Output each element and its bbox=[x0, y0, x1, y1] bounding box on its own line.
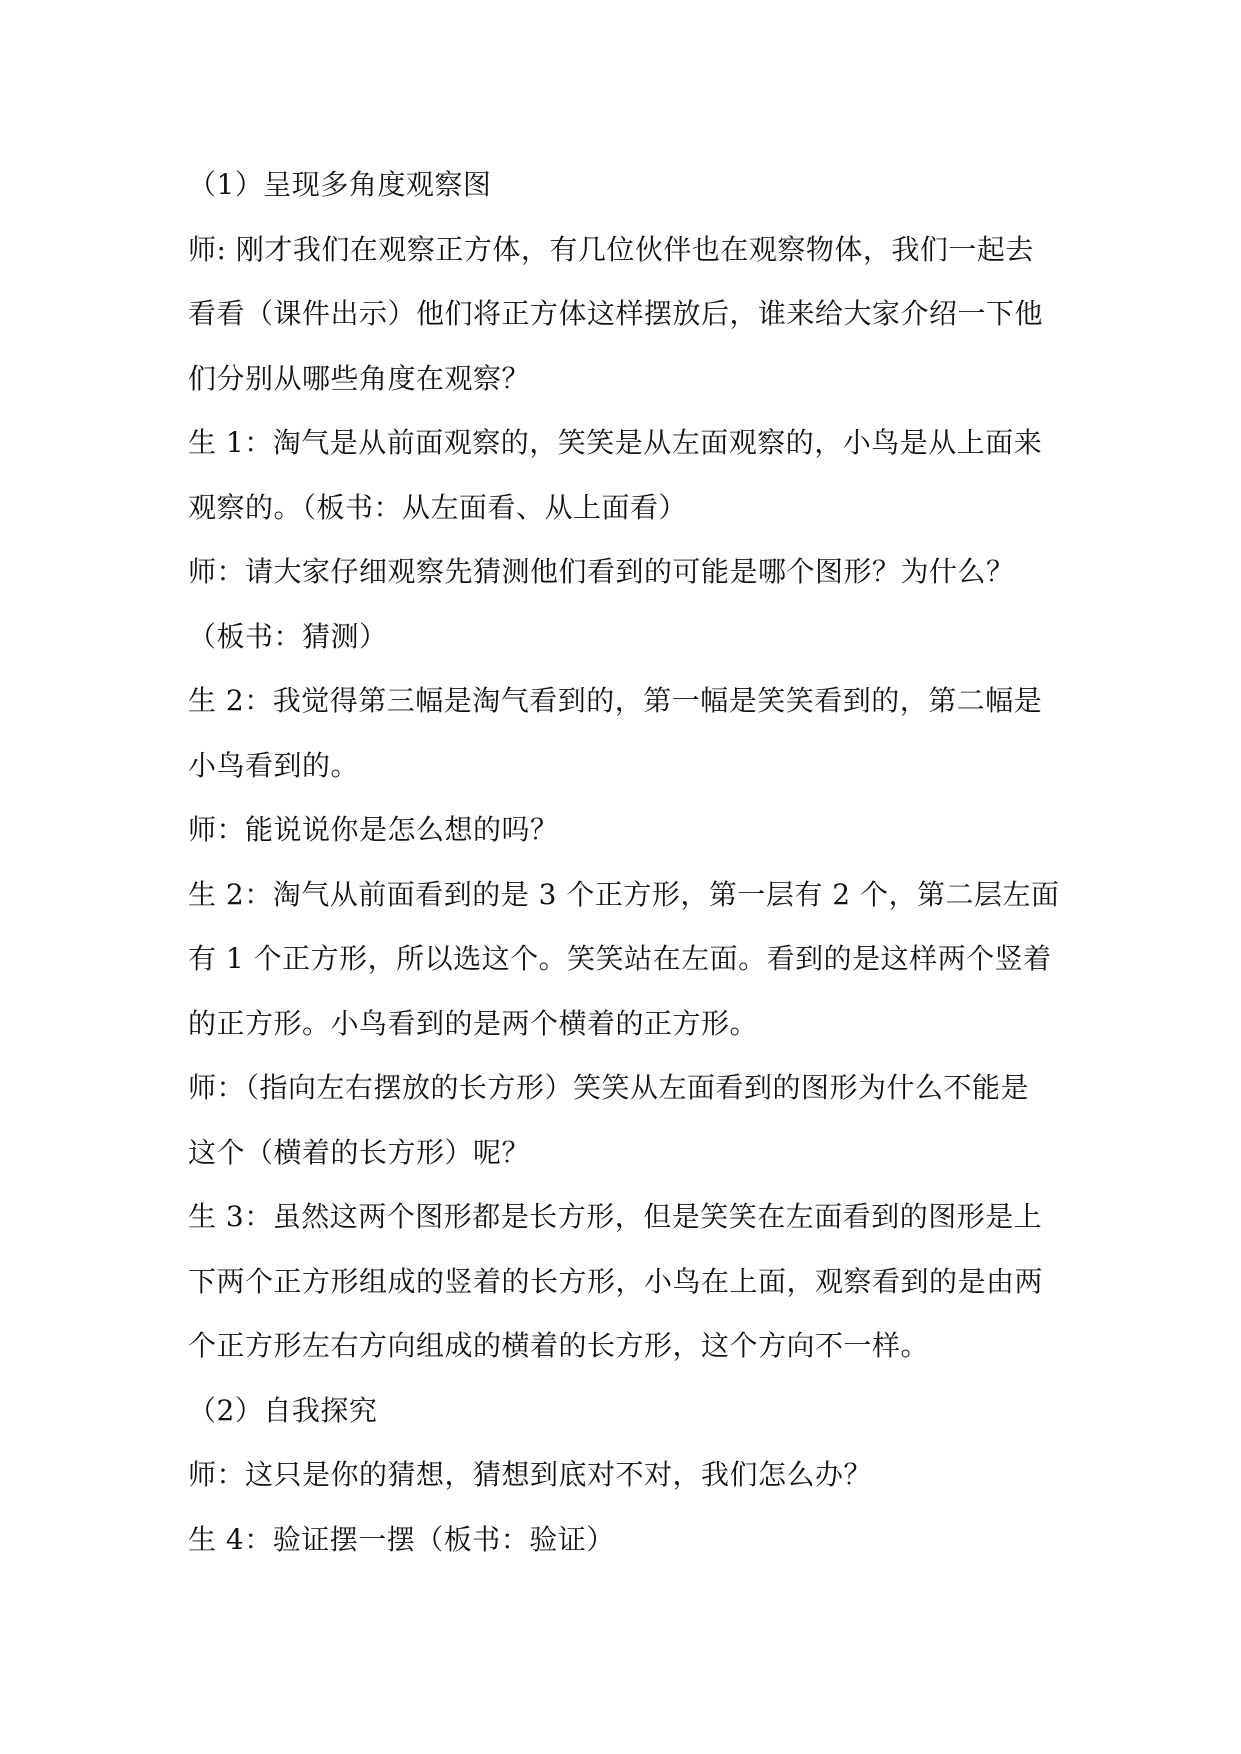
section-heading-2: （2）自我探究 bbox=[188, 1393, 378, 1427]
dialogue-line: 观察的。（板书：从左面看、从上面看） bbox=[188, 490, 688, 524]
dialogue-line: 生 4：验证摆一摆（板书：验证） bbox=[188, 1522, 615, 1556]
dialogue-line: 师：请大家仔细观察先猜测他们看到的可能是哪个图形？为什么？ bbox=[188, 555, 1015, 588]
dialogue-line: 们分别从哪些角度在观察？ bbox=[188, 361, 531, 395]
dialogue-line: 师：（指向左右摆放的长方形）笑笑从左面看到的图形为什么不能是 bbox=[188, 1071, 1030, 1104]
dialogue-line: 有 1 个正方形，所以选这个。笑笑站在左面。看到的是这样两个竖着 bbox=[188, 942, 1052, 975]
dialogue-line: （板书：猜测） bbox=[188, 619, 388, 653]
dialogue-line: 师：能说说你是怎么想的吗？ bbox=[188, 813, 559, 846]
dialogue-line: 生 1：淘气是从前面观察的，笑笑是从左面观察的，小鸟是从上面来 bbox=[188, 426, 1043, 459]
dialogue-line: 生 2：我觉得第三幅是淘气看到的，第一幅是笑笑看到的，第二幅是 bbox=[188, 684, 1043, 717]
dialogue-line: 下两个正方形组成的竖着的长方形，小鸟在上面，观察看到的是由两 bbox=[188, 1264, 1044, 1298]
dialogue-line: 师: 刚才我们在观察正方体，有几位伙伴也在观察物体，我们一起去 bbox=[188, 232, 1034, 266]
dialogue-line: 生 3：虽然这两个图形都是长方形，但是笑笑在左面看到的图形是上 bbox=[188, 1200, 1043, 1233]
dialogue-line: 个正方形左右方向组成的横着的长方形，这个方向不一样。 bbox=[188, 1329, 930, 1362]
section-heading-1: （1）呈现多角度观察图 bbox=[188, 168, 492, 201]
dialogue-line: 师：这只是你的猜想，猜想到底对不对，我们怎么办？ bbox=[188, 1458, 873, 1491]
dialogue-line: 生 2：淘气从前面看到的是 3 个正方形，第一层有 2 个，第二层左面 bbox=[188, 877, 1060, 911]
dialogue-line: 看看（课件出示）他们将正方体这样摆放后，谁来给大家介绍一下他 bbox=[188, 297, 1044, 330]
dialogue-line: 小鸟看到的。 bbox=[188, 748, 360, 782]
document-body bbox=[188, 153, 1058, 1572]
dialogue-line: 的正方形。小鸟看到的是两个横着的正方形。 bbox=[188, 1006, 759, 1040]
dialogue-line: 这个（横着的长方形）呢？ bbox=[188, 1135, 531, 1169]
